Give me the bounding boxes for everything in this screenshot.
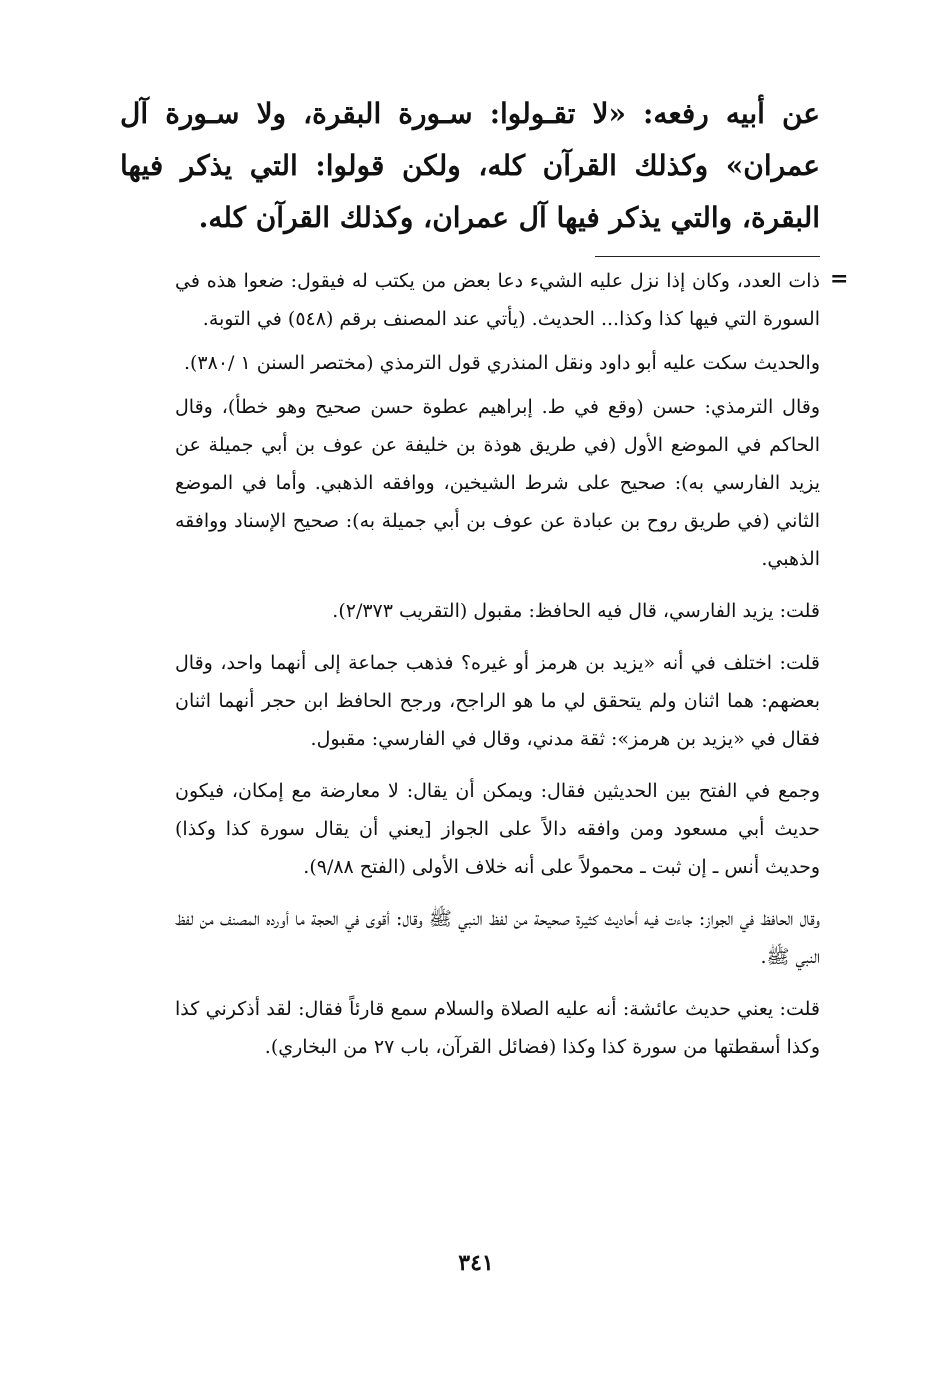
- page-number: ٣٤١: [458, 1250, 494, 1276]
- footnote-paragraph: قلت: اختلف في أنه «يزيد بن هرمز أو غيره؟ فذهب جماعة إلى أنهما واحد، وقال بعضهم: هما اثنان ولم يتحقق لي ما هو الراجح، ورجح الحافظ ابن حجر أنهما اثنان فقال في «يزيد بن هرمز»: ثقة مدني، وقال في الفارسي: مقبول.: [175, 652, 820, 750]
- footnote-continuation-mark: =: [830, 266, 849, 292]
- main-text-block: [120, 88, 820, 244]
- footnote-paragraph: والحديث سكت عليه أبو داود ونقل المنذري قول الترمذي (مختصر السنن ١ /٣٨٠).: [183, 352, 820, 374]
- footnote-paragraph: وقال الترمذي: حسن (وقع في ط. إبراهيم عطوة حسن صحيح وهو خطأ)، وقال الحاكم في الموضع الأول (في طريق هوذة بن خليفة عن عوف بن أبي جميلة عن يزيد الفارسي به): صحيح على شرط الشيخين، ووافقه الذهبي. وأما في الموضع الثاني (في طريق روح بن عبادة عن عوف بن أبي جميلة به): صحيح الإسناد ووافقه الذهبي.: [175, 396, 820, 570]
- footnote-paragraph: وجمع في الفتح بين الحديثين فقال: ويمكن أن يقال: لا معارضة مع إمكان، فيكون حديث أبي مسعود ومن وافقه دالاً على الجواز [يعني أن يقال سورة كذا وكذا) وحديث أنس ـ إن ثبت ـ محمولاً على أنه خلاف الأولى (الفتح ٩/٨٨).: [175, 780, 820, 878]
- footnote-paragraph: وقال الحافظ في الجواز: جاءت فيه أحاديث كثيرة صحيحة من لفظ النبي ﷺ وقال: أقوى في الحجة ما أورده المصنف من لفظ النبي ﷺ.: [175, 908, 820, 968]
- footnote-paragraph: قلت: يزيد الفارسي، قال فيه الحافظ: مقبول (التقريب ٢/٣٧٣).: [332, 600, 820, 622]
- footnotes-block: [175, 262, 820, 1080]
- footnote-separator-line: [595, 256, 820, 257]
- footnote-paragraph: ذات العدد، وكان إذا نزل عليه الشيء دعا بعض من يكتب له فيقول: ضعوا هذه في السورة التي فيها كذا وكذا... الحديث. (يأتي عند المصنف برقم (٥٤٨) في التوبة.: [175, 270, 820, 330]
- main-paragraph: عن أبيه رفعه: «لا تقـولوا: سـورة البقرة، ولا سـورة آل عمران» وكذلك القرآن كله، ولكن قولوا: التي يذكر فيها البقرة، والتي يذكر فيها آل عمران، وكذلك القرآن كله.: [120, 97, 820, 234]
- footnote-paragraph: قلت: يعني حديث عائشة: أنه عليه الصلاة والسلام سمع قارئاً فقال: لقد أذكرني كذا وكذا أسقطتها من سورة كذا وكذا (فضائل القرآن، باب ٢٧ من البخاري).: [175, 998, 820, 1058]
